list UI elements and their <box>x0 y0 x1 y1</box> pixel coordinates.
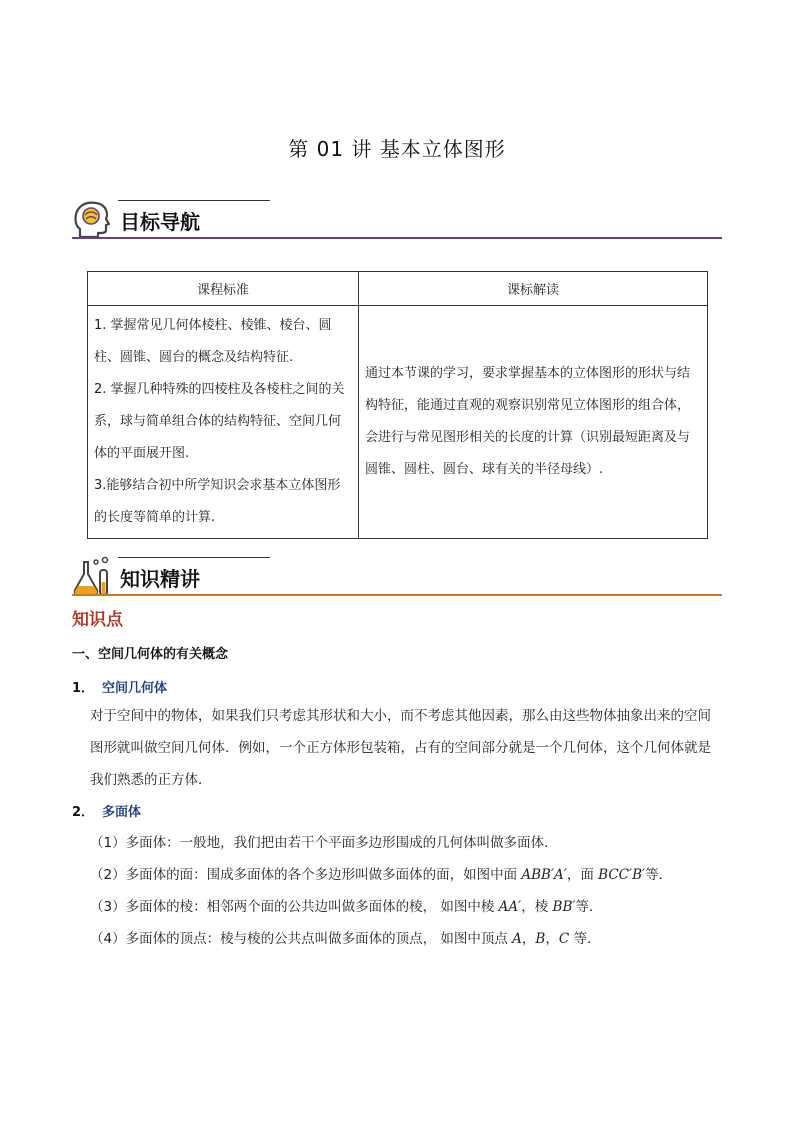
line-text: ， <box>545 931 559 947</box>
brain-head-icon <box>72 199 112 241</box>
section-rule <box>72 237 722 239</box>
math-face-bccb: BCC′B′ <box>598 867 646 883</box>
line-text: ， <box>521 931 536 947</box>
table-header-row <box>88 272 708 306</box>
course-standards-table <box>87 271 708 539</box>
line-text: ，棱 <box>521 899 553 915</box>
definition-line-2 <box>90 863 672 883</box>
line-text: ，面 <box>566 867 599 883</box>
line-text: 等． <box>569 931 601 947</box>
math-edge-bb: BB′ <box>552 899 576 915</box>
section-header-knowledge <box>72 556 722 600</box>
page-title: 第 01 讲 基本立体图形 <box>288 137 506 161</box>
definition-line-4 <box>90 927 600 947</box>
line-text: （4）多面体的顶点：棱与棱的公共点叫做多面体的顶点， 如图中顶点 <box>90 931 513 947</box>
table-row <box>88 306 708 539</box>
flask-icon <box>72 556 112 598</box>
heading-number: 2． <box>72 805 95 820</box>
section-label: 目标导航 <box>120 210 200 234</box>
math-face-abba: ABB′A′ <box>521 867 567 883</box>
section-rule <box>72 594 722 596</box>
table-cell-interpretation: 通过本节课的学习，要求掌握基本的立体图形的形状与结构特征，能通过直观的观察识别常见立体图形的组合体，会进行与常见图形相关的长度的计算（识别最短距离及与圆锥、圆柱、圆台、球有关的半径母线）. <box>359 306 708 539</box>
table-header-cell: 课程标准 <box>88 272 359 306</box>
heading-polyhedron <box>72 801 141 820</box>
line-text: 等． <box>645 867 673 883</box>
line-text: （2）多面体的面：围成多面体的各个多边形叫做多面体的面，如图中面 <box>90 867 522 883</box>
math-edge-aa: AA′ <box>498 899 522 915</box>
line-text: 等． <box>575 899 603 915</box>
paragraph-spatial-solid: 对于空间中的物体，如果我们只考虑其形状和大小，而不考虑其他因素，那么由这些物体抽象出来的空间图形就叫做空间几何体．例如，一个正方体形包装箱，占有的空间部分就是一个几何体，这个几何体就是我们熟悉的正方体． <box>90 708 711 788</box>
list-item: 3.能够结合初中所学知识会求基本立体图形的长度等简单的计算. <box>94 478 341 525</box>
header-top-line <box>118 557 270 558</box>
list-item: 1. 掌握常见几何体棱柱、棱锥、棱台、圆柱、圆锥、圆台的概念及结构特征. <box>94 318 332 365</box>
heading-level-1: 一、空间几何体的有关概念 <box>72 647 229 662</box>
heading-number: 1． <box>72 681 95 696</box>
section-header-goal <box>72 199 722 243</box>
math-vertex-c: C <box>558 931 570 947</box>
definition-line-1: （1）多面体：一般地，我们把由若干个平面多边形围成的几何体叫做多面体． <box>90 835 558 851</box>
knowledge-point-title: 知识点 <box>72 610 123 630</box>
line-text: （3）多面体的棱：相邻两个面的公共边叫做多面体的棱， 如图中棱 <box>90 899 499 915</box>
math-vertex-a: A <box>512 931 522 947</box>
header-top-line <box>118 200 270 201</box>
list-item: 2. 掌握几种特殊的四棱柱及各棱柱之间的关系，球与简单组合体的结构特征、空间几何体的平面展开图. <box>94 382 345 461</box>
definition-line-3 <box>90 895 602 915</box>
heading-text: 多面体 <box>102 805 142 820</box>
heading-spatial-solid <box>72 677 167 696</box>
heading-text: 空间几何体 <box>102 681 168 696</box>
math-vertex-b: B <box>535 931 546 947</box>
table-cell-standards <box>88 306 359 539</box>
section-label: 知识精讲 <box>120 567 200 591</box>
table-header-cell: 课标解读 <box>359 272 708 306</box>
